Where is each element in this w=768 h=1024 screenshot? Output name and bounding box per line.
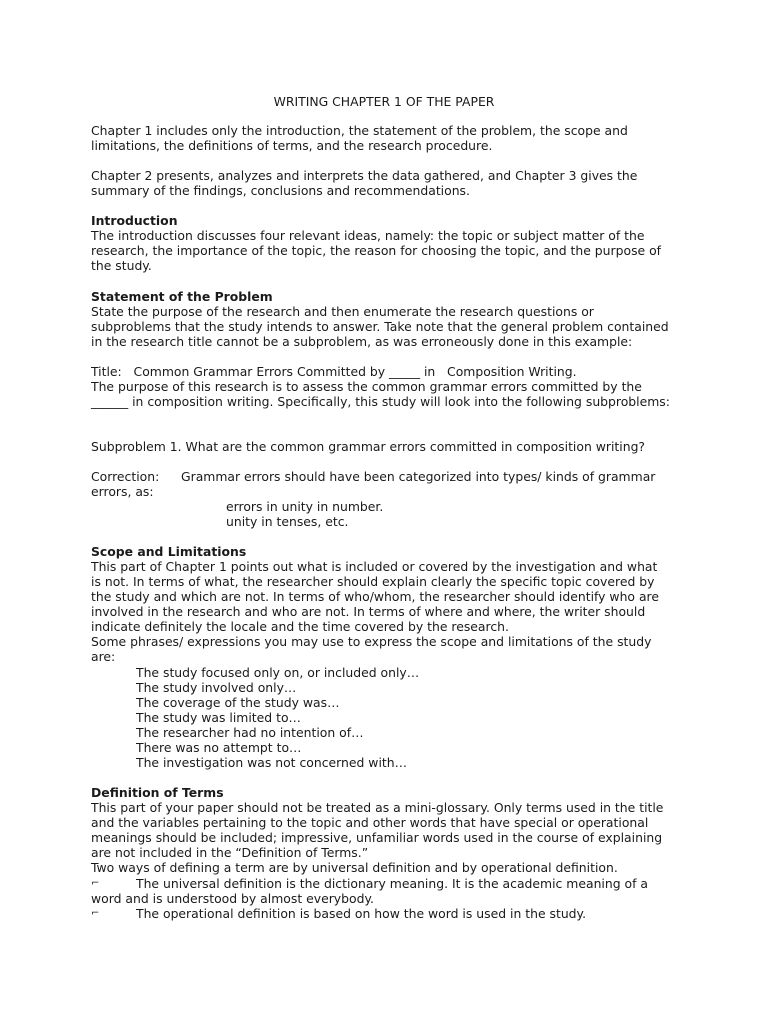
scope-line: Some phrases/ expressions you may use to express the scope and limitations of the study: [91, 634, 652, 649]
introduction-heading: Introduction: [91, 213, 178, 228]
purpose-line: ______ in composition writing. Specifically, this study will look into the following subproblems:: [91, 394, 670, 409]
chapter2-paragraph-line: summary of the findings, conclusions and recommendations.: [91, 183, 470, 198]
scope-line: is not. In terms of what, the researcher should explain clearly the specific topic covered by: [91, 574, 655, 589]
universal-definition-continuation: word and is understood by almost everybody.: [91, 891, 374, 906]
scope-phrase: The study involved only…: [136, 680, 297, 695]
scope-line: indicate definitely the locale and the time covered by the research.: [91, 619, 509, 634]
intro-paragraph-line: Chapter 1 includes only the introduction, the statement of the problem, the scope and: [91, 123, 628, 138]
scope-phrase: The investigation was not concerned with…: [136, 755, 407, 770]
correction-text: Grammar errors should have been categorized into types/ kinds of grammar: [181, 469, 656, 484]
purpose-line: The purpose of this research is to assess the common grammar errors committed by the: [91, 379, 642, 394]
scope-phrase: The researcher had no intention of…: [136, 725, 364, 740]
page-title: WRITING CHAPTER 1 OF THE PAPER: [273, 94, 495, 109]
definition-line: and the variables pertaining to the topic and other words that have special or operational: [91, 815, 649, 830]
definition-line: meanings should be included; impressive, unfamiliar words used in the course of explaining: [91, 830, 663, 845]
definition-heading: Definition of Terms: [91, 785, 224, 800]
operational-definition-bullet: The operational definition is based on how the word is used in the study.: [136, 906, 587, 921]
correction-continuation: errors, as:: [91, 484, 154, 499]
introduction-line: The introduction discusses four relevant ideas, namely: the topic or subject matter of the: [91, 228, 645, 243]
scope-line: This part of Chapter 1 points out what is included or covered by the investigation and what: [91, 559, 658, 574]
scope-phrase: The coverage of the study was…: [136, 695, 340, 710]
definition-line: are not included in the “Definition of Terms.”: [91, 845, 369, 860]
bullet-icon: ⌐: [91, 878, 100, 889]
scope-phrase: The study focused only on, or included only…: [136, 665, 420, 680]
statement-heading: Statement of the Problem: [91, 289, 273, 304]
definition-line: This part of your paper should not be treated as a mini-glossary. Only terms used in the title: [91, 800, 664, 815]
statement-line: subproblems that the study intends to answer. Take note that the general problem contained: [91, 319, 669, 334]
correction-example: unity in tenses, etc.: [226, 514, 349, 529]
scope-line: are:: [91, 649, 116, 664]
example-title-line: Title: Common Grammar Errors Committed by _____ in Composition Writing.: [91, 364, 577, 379]
introduction-line: research, the importance of the topic, the reason for choosing the topic, and the purpose of: [91, 243, 662, 258]
statement-line: in the research title cannot be a subproblem, as was erroneously done in this example:: [91, 334, 633, 349]
scope-phrase: There was no attempt to…: [136, 740, 302, 755]
correction-example: errors in unity in number.: [226, 499, 384, 514]
bullet-icon: ⌐: [91, 908, 100, 919]
introduction-line: the study.: [91, 258, 152, 273]
universal-definition-bullet: The universal definition is the dictionary meaning. It is the academic meaning of a: [136, 876, 648, 891]
statement-line: State the purpose of the research and then enumerate the research questions or: [91, 304, 594, 319]
subproblem-line: Subproblem 1. What are the common grammar errors committed in composition writing?: [91, 439, 646, 454]
intro-paragraph-line: limitations, the definitions of terms, and the research procedure.: [91, 138, 493, 153]
chapter2-paragraph-line: Chapter 2 presents, analyzes and interprets the data gathered, and Chapter 3 gives the: [91, 168, 638, 183]
definition-line: Two ways of defining a term are by universal definition and by operational definition.: [91, 860, 618, 875]
correction-label: Correction:: [91, 469, 160, 484]
scope-heading: Scope and Limitations: [91, 544, 247, 559]
scope-line: the study and which are not. In terms of who/whom, the researcher should identify who are: [91, 589, 659, 604]
scope-phrase: The study was limited to…: [136, 710, 301, 725]
scope-line: involved in the research and who are not. In terms of where and where, the writer should: [91, 604, 646, 619]
